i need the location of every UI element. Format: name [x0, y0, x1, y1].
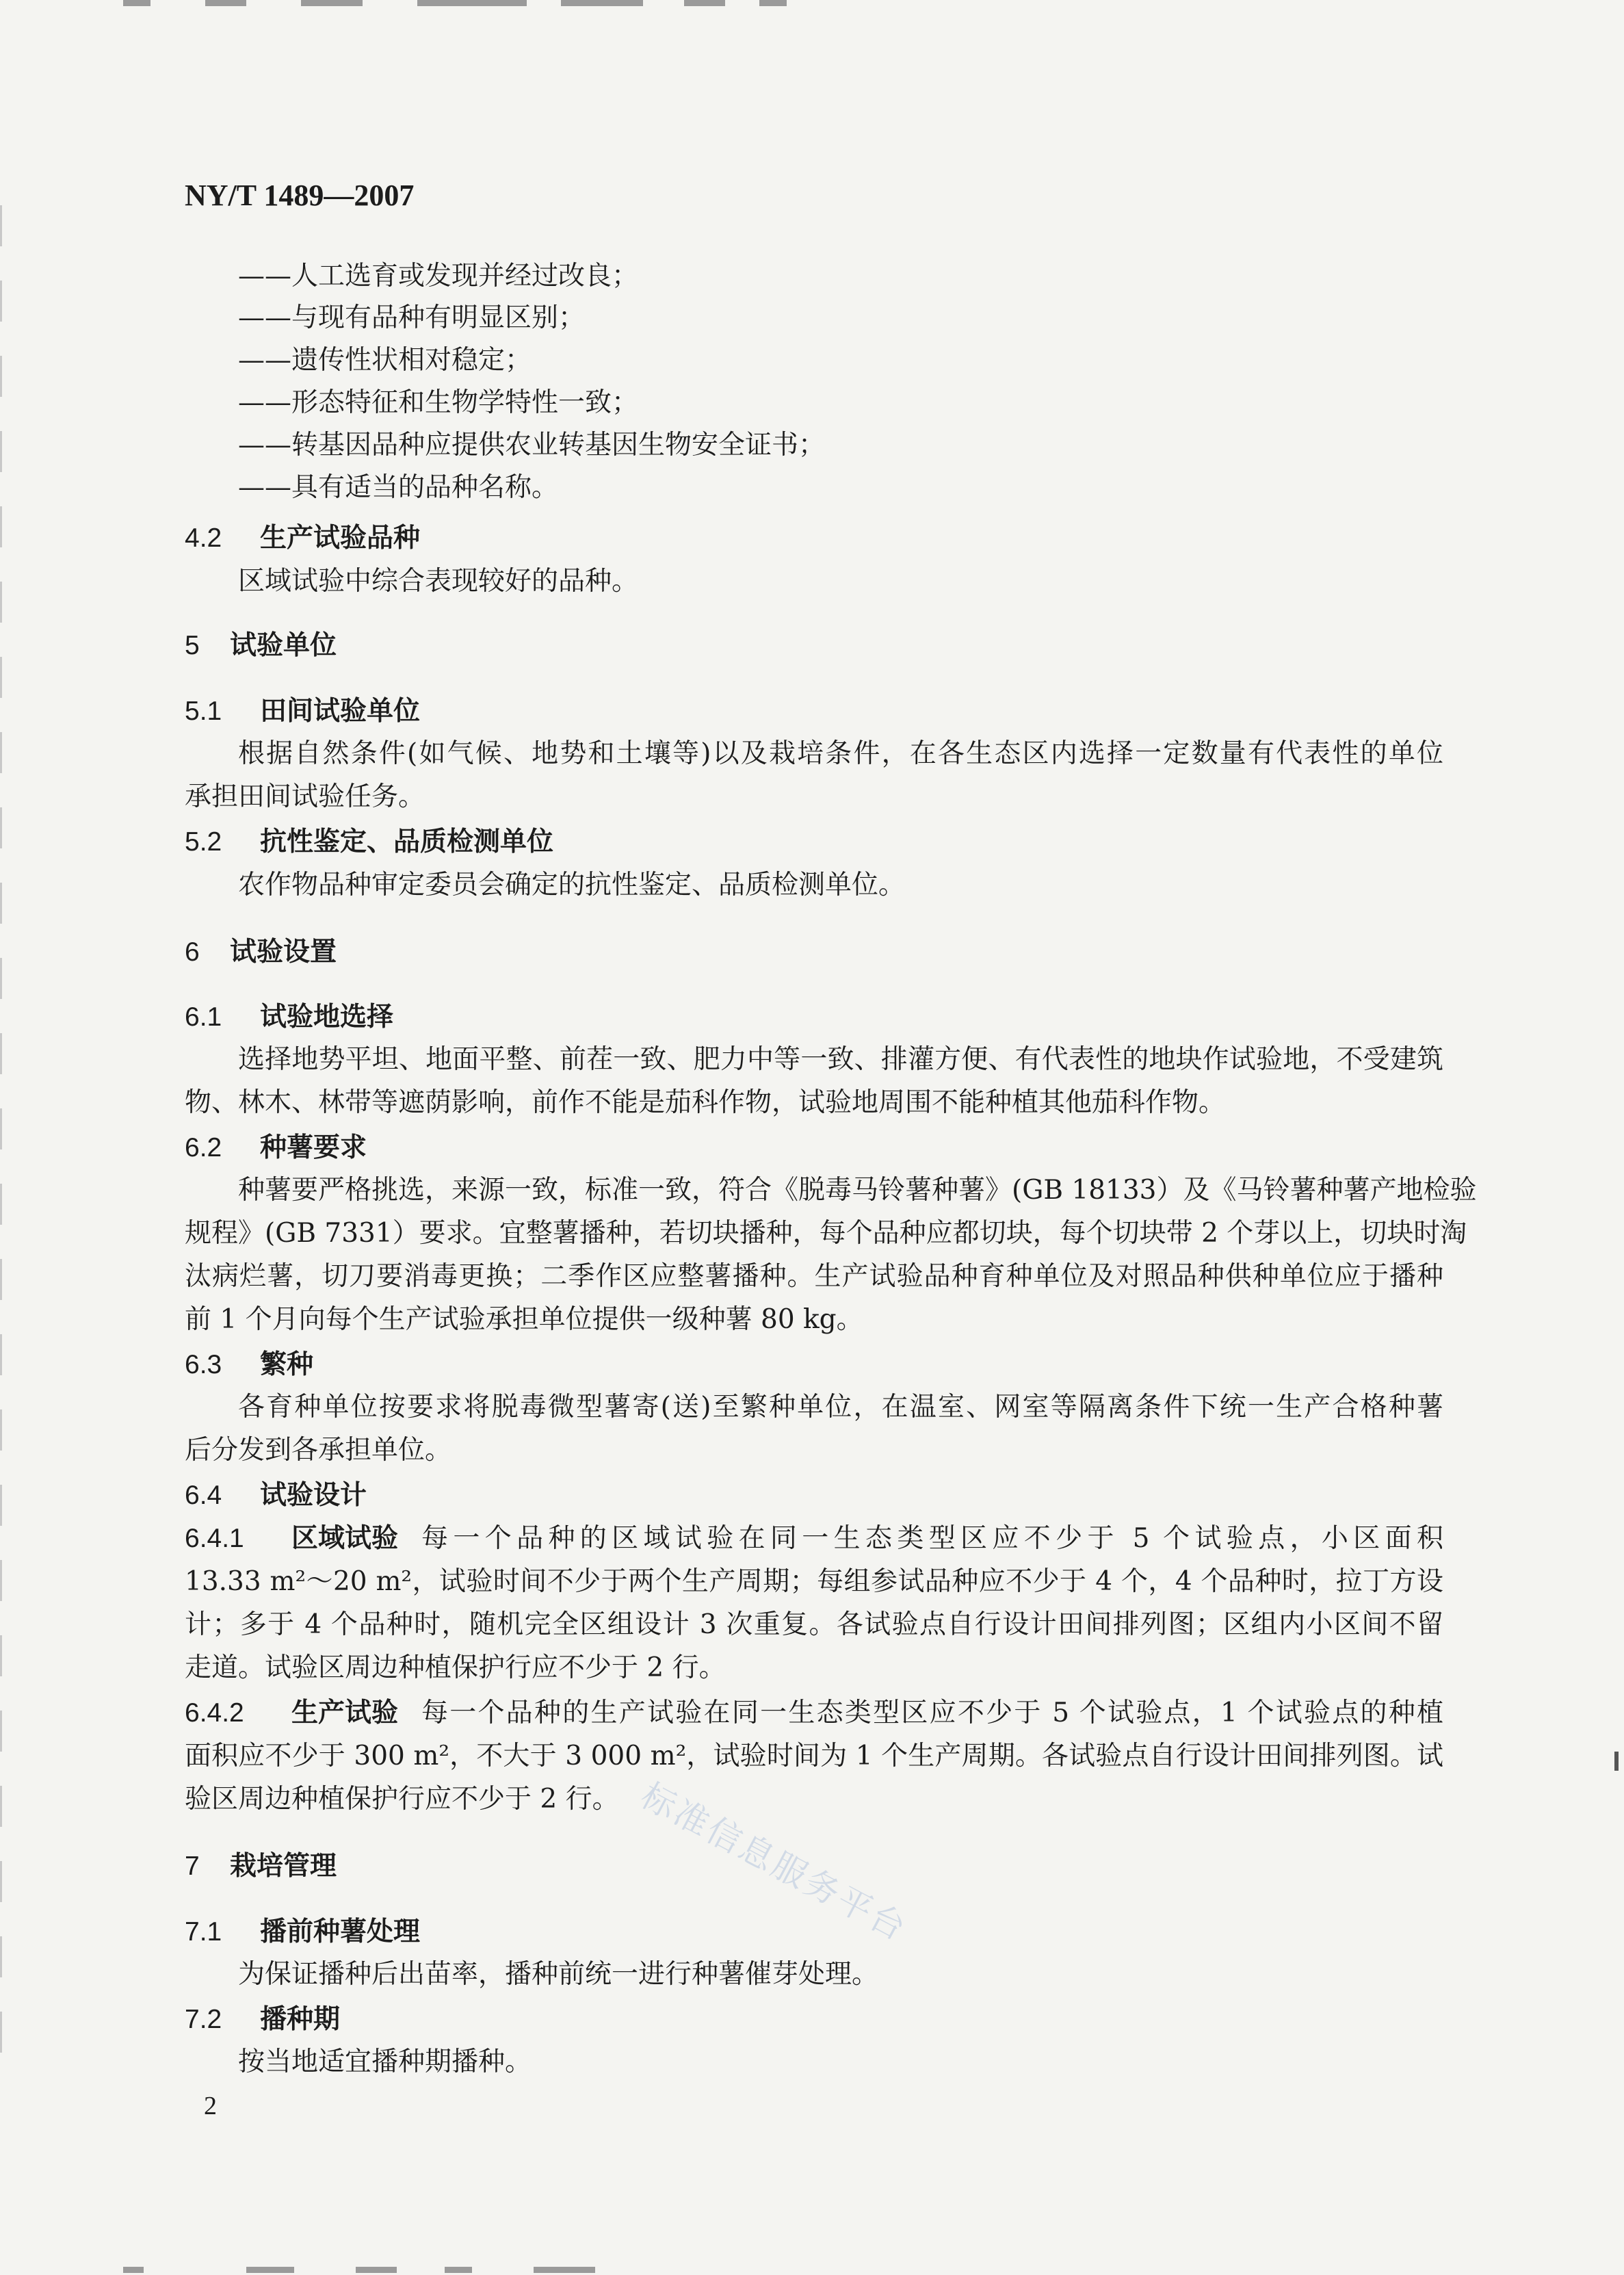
chapter-heading-5: 5 试验单位: [185, 630, 337, 661]
page-number: 2: [204, 2092, 217, 2120]
paragraph-line: 每一个品种的生产试验在同一生态类型区应不少于 5 个试验点，1 个试验点的种植: [421, 1698, 1443, 1728]
list-item: ——人工选育或发现并经过改良；: [238, 261, 639, 291]
paragraph-line: 前 1 个月向每个生产试验承担单位提供一级种薯 80 kg。: [185, 1304, 863, 1335]
paragraph-line: 走道。试验区周边种植保护行应不少于 2 行。: [185, 1652, 726, 1683]
paragraph-line: 每一个品种的区域试验在同一生态类型区应不少于 5 个试验点，小区面积: [421, 1523, 1443, 1554]
paragraph-line: 规程》(GB 7331）要求。宜整薯播种，若切块播种，每个品种应都切块，每个切块带 2 个芽以上，切块时淘: [185, 1218, 1467, 1249]
paragraph-line: 汰病烂薯，切刀要消毒更换；二季作区应整薯播种。生产试验品种育种单位及对照品种供种单位应于播种: [185, 1261, 1443, 1292]
paragraph-line: 各育种单位按要求将脱毒微型薯寄(送)至繁种单位，在温室、网室等隔离条件下统一生产合格种薯: [238, 1392, 1443, 1422]
list-item: ——形态特征和生物学特性一致；: [238, 387, 639, 418]
section-heading-6-3: 6.3 繁种: [185, 1349, 314, 1380]
section-heading-7-1: 7.1 播前种薯处理: [185, 1916, 421, 1947]
paragraph-line: 计；多于 4 个品种时，随机完全区组设计 3 次重复。各试验点自行设计田间排列图；区组内小区间不留: [185, 1609, 1443, 1640]
paragraph: 区域试验中综合表现较好的品种。: [238, 566, 639, 597]
paragraph-line: 面积应不少于 300 m²，不大于 3 000 m²，试验时间为 1 个生产周期。各试验点自行设计田间排列图。试: [185, 1741, 1443, 1771]
paragraph-line: 13.33 m²～20 m²，试验时间不少于两个生产周期；每组参试品种应不少于 4 个，4 个品种时，拉丁方设: [185, 1566, 1443, 1597]
section-heading-5-1: 5.1 田间试验单位: [185, 696, 421, 727]
paragraph-line: 承担田间试验任务。: [185, 781, 425, 812]
section-heading-7-2: 7.2 播种期: [185, 2004, 341, 2035]
chapter-heading-6: 6 试验设置: [185, 937, 337, 967]
paragraph-line: 选择地势平坦、地面平整、前茬一致、肥力中等一致、排灌方便、有代表性的地块作试验地，不受建筑: [238, 1044, 1443, 1075]
section-heading-6-2: 6.2 种薯要求: [185, 1132, 367, 1163]
paragraph-line: 后分发到各承担单位。: [185, 1435, 452, 1466]
doc-id: NY/T 1489—2007: [185, 179, 415, 212]
paragraph-line: 物、林木、林带等遮荫影响，前作不能是茄科作物，试验地周围不能种植其他茄科作物。: [185, 1087, 1226, 1118]
scan-artifact-bottom: [123, 2267, 807, 2275]
section-heading-6-1: 6.1 试验地选择: [185, 1002, 394, 1032]
watermark: 标准信息服务平台: [634, 1775, 915, 1949]
paragraph: 为保证播种后出苗率，播种前统一进行种薯催芽处理。: [238, 1959, 879, 1990]
scan-artifact-top: [123, 0, 807, 8]
paragraph: 农作物品种审定委员会确定的抗性鉴定、品质检测单位。: [238, 870, 906, 900]
paragraph-line: 验区周边种植保护行应不少于 2 行。: [185, 1784, 619, 1815]
section-heading-4-2: 4.2 生产试验品种: [185, 523, 421, 554]
list-item: ——转基因品种应提供农业转基因生物安全证书；: [238, 430, 826, 460]
list-item: ——与现有品种有明显区别；: [238, 302, 586, 333]
scan-edge-left: [0, 205, 2, 2053]
scan-mark-right: [1614, 1752, 1619, 1771]
list-item: ——具有适当的品种名称。: [238, 472, 559, 503]
subsection-6-4-2: 6.4.2 生产试验 每一个品种的生产试验在同一生态类型区应不少于 5 个试验点，1 个试验点的种植: [185, 1698, 1443, 1728]
section-heading-5-2: 5.2 抗性鉴定、品质检测单位: [185, 827, 554, 857]
chapter-heading-7: 7 栽培管理: [185, 1851, 337, 1882]
paragraph: 按当地适宜播种期播种。: [238, 2046, 532, 2077]
subsection-6-4-1: 6.4.1 区域试验 每一个品种的区域试验在同一生态类型区应不少于 5 个试验点，小区面积: [185, 1523, 1443, 1554]
paragraph-line: 根据自然条件(如气候、地势和土壤等)以及栽培条件，在各生态区内选择一定数量有代表性的单位: [238, 738, 1443, 769]
paragraph-line: 种薯要严格挑选，来源一致，标准一致，符合《脱毒马铃薯种薯》(GB 18133）及《马铃薯种薯产地检验: [238, 1175, 1477, 1206]
list-item: ——遗传性状相对稳定；: [238, 345, 532, 376]
section-heading-6-4: 6.4 试验设计: [185, 1480, 367, 1511]
